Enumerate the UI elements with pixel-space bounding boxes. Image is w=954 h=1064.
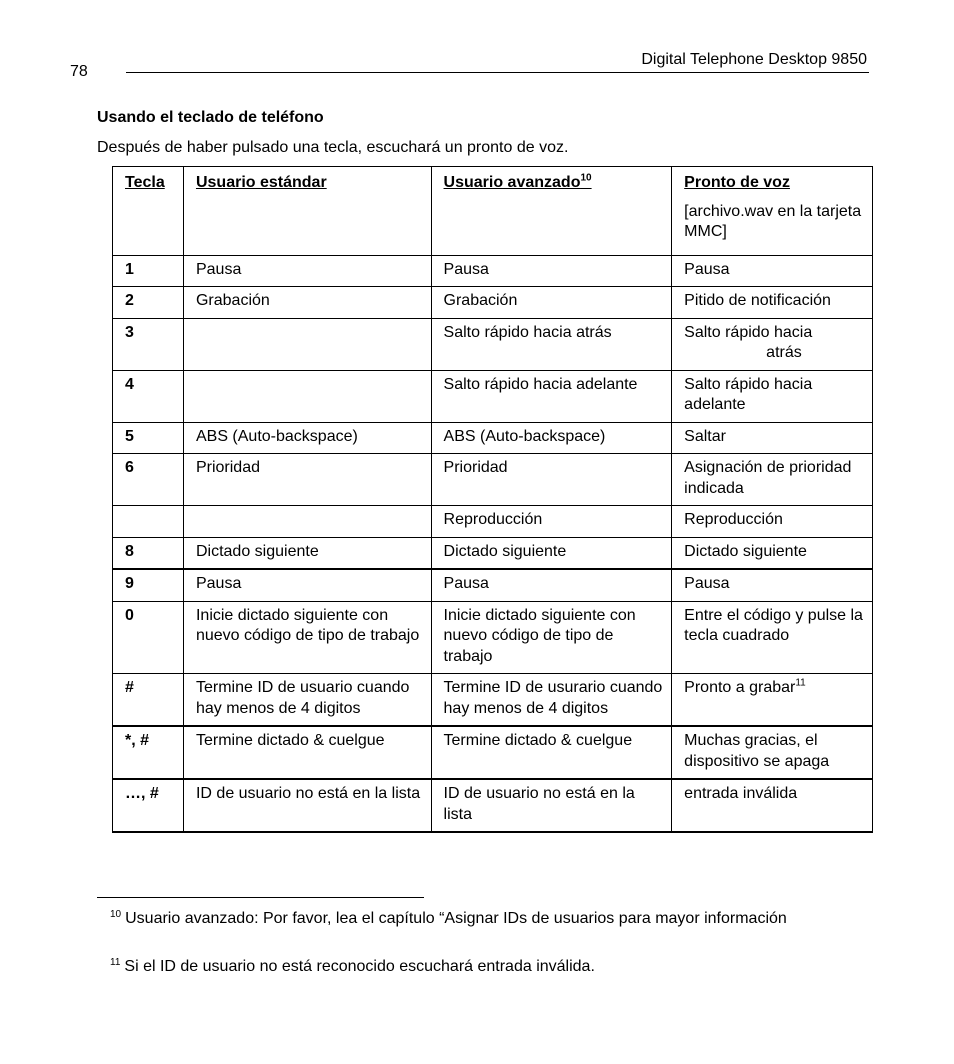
prompt-cell: Salto rápido hacia adelante [672, 370, 873, 422]
advanced-cell: ABS (Auto-backspace) [431, 422, 672, 454]
advanced-cell: Inicie dictado siguiente con nuevo código de tipo de trabajo [431, 601, 672, 674]
table-row [113, 454, 873, 506]
key-cell: 1 [113, 255, 184, 287]
prompt-line-2: atrás [766, 344, 802, 361]
advanced-cell: Pausa [431, 569, 672, 601]
footnote-text: Si el ID de usuario no está reconocido escuchará entrada inválida. [124, 958, 595, 975]
table-row [113, 370, 873, 422]
table-row [113, 674, 873, 727]
advanced-cell: Salto rápido hacia adelante [431, 370, 672, 422]
footnote-11 [110, 956, 810, 977]
header-cell-standard: Usuario estándar [183, 167, 431, 256]
prompt-line-1: Salto rápido hacia [684, 323, 813, 341]
footnote-ref: 10 [580, 172, 592, 184]
prompt-cell: Pausa [672, 569, 873, 601]
advanced-cell: Dictado siguiente [431, 537, 672, 569]
table-row [113, 318, 873, 370]
footnote-rule [97, 897, 424, 898]
footnote-text: Usuario avanzado: Por favor, lea el capítulo “Asignar IDs de usuarios para mayor información [125, 910, 787, 927]
standard-cell: Termine dictado & cuelgue [183, 726, 431, 779]
key-cell: *, # [113, 726, 184, 779]
prompt-cell: Saltar [672, 422, 873, 454]
key-cell: 4 [113, 370, 184, 422]
prompt-cell: Asignación de prioridad indicada [672, 454, 873, 506]
table-header-row [113, 167, 873, 256]
standard-cell [183, 318, 431, 370]
table-row [113, 422, 873, 454]
table-row [113, 726, 873, 779]
page-number: 78 [70, 63, 88, 80]
key-cell: 9 [113, 569, 184, 601]
footnote-10 [110, 908, 810, 929]
advanced-cell: Salto rápido hacia atrás [431, 318, 672, 370]
advanced-cell: Pausa [431, 255, 672, 287]
footnote-mark: 11 [110, 956, 121, 968]
key-cell: 5 [113, 422, 184, 454]
header-rule [126, 72, 869, 73]
table-row [113, 255, 873, 287]
key-cell: # [113, 674, 184, 727]
table-row [113, 287, 873, 319]
table-row [113, 506, 873, 538]
advanced-cell: Prioridad [431, 454, 672, 506]
advanced-cell: Grabación [431, 287, 672, 319]
table-row [113, 537, 873, 569]
advanced-cell: Reproducción [431, 506, 672, 538]
footnote-mark: 10 [110, 908, 122, 920]
advanced-cell: Termine ID de usurario cuando hay menos de 4 digitos [431, 674, 672, 727]
key-cell: 6 [113, 454, 184, 506]
table-row [113, 601, 873, 674]
prompt-cell: Pitido de notificación [672, 287, 873, 319]
standard-cell [183, 506, 431, 538]
table-row [113, 569, 873, 601]
standard-cell: Prioridad [183, 454, 431, 506]
prompt-cell [672, 318, 873, 370]
key-cell: …, # [113, 779, 184, 832]
header-cell-advanced [431, 167, 672, 256]
header-cell-key: Tecla [113, 167, 184, 256]
prompt-cell: entrada inválida [672, 779, 873, 832]
prompt-cell: Pausa [672, 255, 873, 287]
prompt-cell: Muchas gracias, el dispositivo se apaga [672, 726, 873, 779]
prompt-cell [672, 674, 873, 727]
header-cell-prompt: Pronto de voz [archivo.wav en la tarjeta MMC] [672, 167, 873, 256]
advanced-cell: ID de usuario no está en la lista [431, 779, 672, 832]
key-cell [113, 506, 184, 538]
advanced-cell: Termine dictado & cuelgue [431, 726, 672, 779]
standard-cell: Termine ID de usuario cuando hay menos de 4 digitos [183, 674, 431, 727]
key-cell: 3 [113, 318, 184, 370]
prompt-cell: Dictado siguiente [672, 537, 873, 569]
running-header: Digital Telephone Desktop 9850 [641, 51, 867, 68]
standard-cell: Dictado siguiente [183, 537, 431, 569]
table-row [113, 779, 873, 832]
prompt-cell: Reproducción [672, 506, 873, 538]
footnote-ref: 11 [795, 677, 806, 689]
key-cell: 8 [113, 537, 184, 569]
standard-cell: Pausa [183, 569, 431, 601]
header-prompt-note: [archivo.wav en la tarjeta MMC] [684, 202, 862, 240]
key-cell: 0 [113, 601, 184, 674]
header-advanced-label: Usuario avanzado [443, 174, 581, 191]
standard-cell: Grabación [183, 287, 431, 319]
standard-cell: Pausa [183, 255, 431, 287]
key-cell: 2 [113, 287, 184, 319]
standard-cell: ID de usuario no está en la lista [183, 779, 431, 832]
standard-cell: ABS (Auto-backspace) [183, 422, 431, 454]
keypad-table [112, 166, 873, 833]
intro-text: Después de haber pulsado una tecla, escuchará un pronto de voz. [97, 139, 569, 156]
prompt-text: Pronto a grabar [684, 679, 796, 696]
prompt-cell: Entre el código y pulse la tecla cuadrado [672, 601, 873, 674]
standard-cell [183, 370, 431, 422]
section-title: Usando el teclado de teléfono [97, 109, 324, 126]
standard-cell: Inicie dictado siguiente con nuevo código de tipo de trabajo [183, 601, 431, 674]
